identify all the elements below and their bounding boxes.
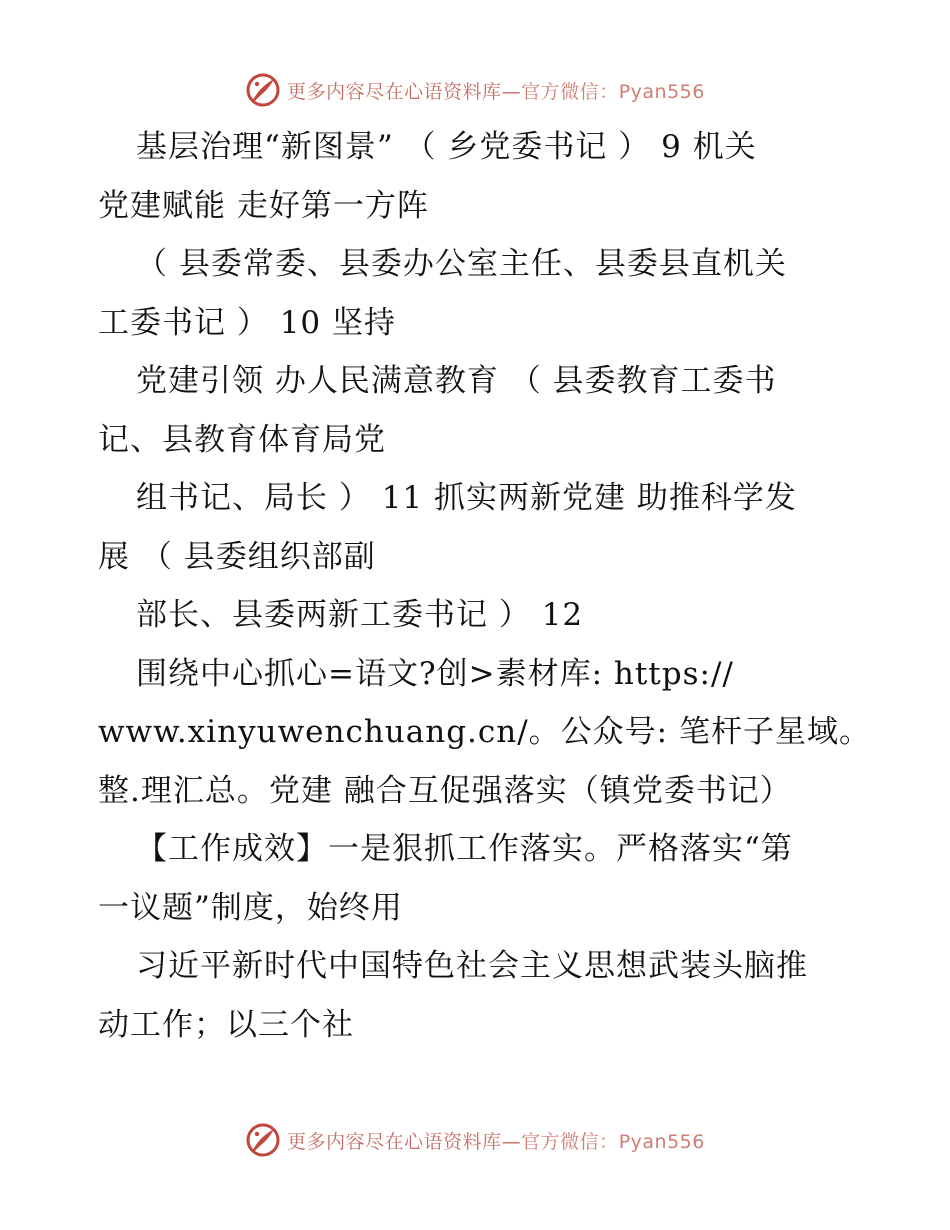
watermark-separator: — bbox=[501, 80, 522, 103]
watermark-text bbox=[287, 77, 705, 104]
watermark-text bbox=[287, 1127, 705, 1154]
text-line: 围绕中心抓心=语文?创>素材库: https:// bbox=[136, 655, 734, 692]
text-line: www.xinyuwenchuang.cn/。公众号: 笔杆子星域。 bbox=[98, 714, 871, 750]
text-line: 部长、县委两新工委书记 ） 12 bbox=[136, 597, 584, 633]
text-line: 基层治理“新图景” （ 乡党委书记 ） 9 机关 bbox=[136, 129, 757, 165]
text-line: 记、县教育体育局党 bbox=[98, 421, 386, 458]
text-line: 习近平新时代中国特色社会主义思想武装头脑推 bbox=[136, 948, 808, 984]
watermark-wechat-id: Pyan556 bbox=[618, 1130, 705, 1153]
watermark-wechat-label: 官方微信： bbox=[521, 1130, 619, 1153]
watermark-wechat-id: Pyan556 bbox=[618, 80, 705, 103]
watermark-title: 更多内容尽在心语资料库 bbox=[287, 1130, 502, 1153]
text-line: 【工作成效】一是狠抓工作落实。严格落实“第 bbox=[136, 831, 793, 867]
header-watermark bbox=[0, 70, 950, 110]
quill-logo-icon bbox=[245, 72, 281, 108]
watermark-title: 更多内容尽在心语资料库 bbox=[287, 80, 502, 103]
watermark-separator: — bbox=[501, 1130, 522, 1153]
text-line: 一议题”制度，始终用 bbox=[98, 889, 403, 926]
document-body bbox=[98, 118, 871, 1054]
text-line: 展 （ 县委组织部副 bbox=[98, 538, 376, 575]
watermark-wechat-label: 官方微信： bbox=[521, 80, 619, 103]
text-line: 党建赋能 走好第一方阵 bbox=[98, 187, 429, 224]
text-line: 组书记、局长 ） 11 抓实两新党建 助推科学发 bbox=[136, 480, 797, 516]
text-line: 党建引领 办人民满意教育 （ 县委教育工委书 bbox=[136, 363, 777, 399]
quill-logo-icon bbox=[245, 1122, 281, 1158]
text-line: 工委书记 ） 10 坚持 bbox=[98, 304, 397, 341]
text-line: 动工作；以三个社 bbox=[98, 1006, 354, 1043]
footer-watermark bbox=[0, 1120, 950, 1160]
text-line: 整.理汇总。党建 融合互促强落实（镇党委书记） bbox=[98, 772, 792, 809]
text-line: （ 县委常委、县委办公室主任、县委县直机关 bbox=[136, 246, 787, 282]
